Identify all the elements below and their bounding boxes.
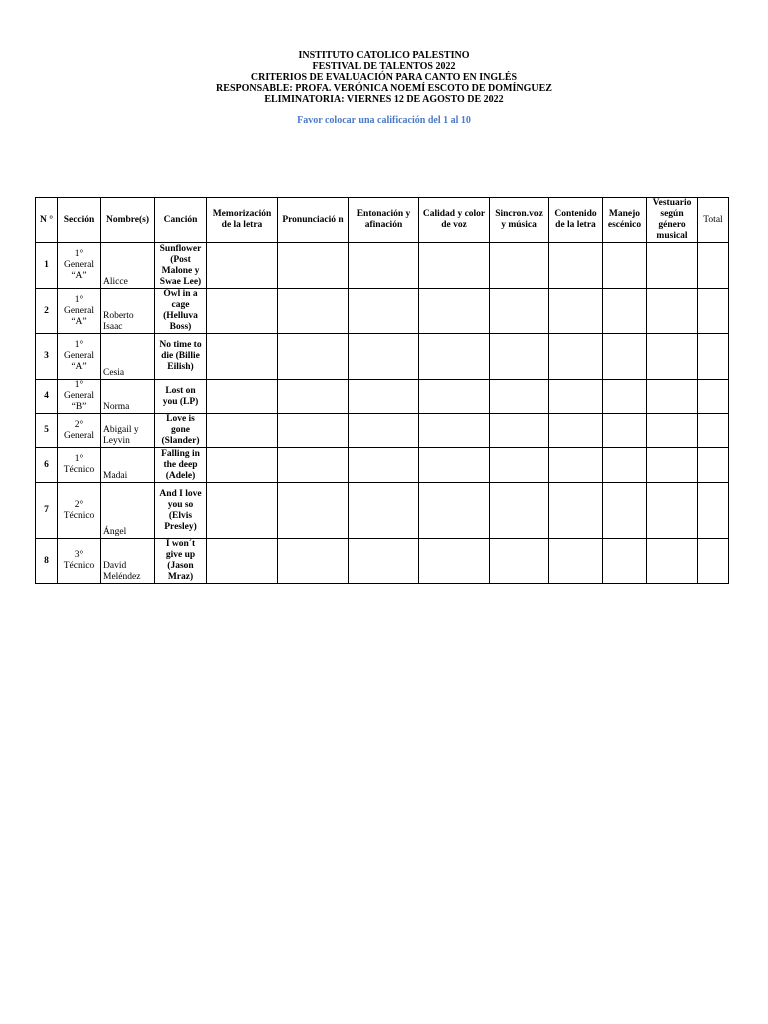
- col-memorization-header: Memorización de la letra: [207, 198, 278, 243]
- score-cell-pronunciation[interactable]: [278, 539, 349, 584]
- score-cell-memorization[interactable]: [207, 380, 278, 414]
- score-cell-voice-quality[interactable]: [419, 380, 490, 414]
- row-number: 6: [36, 448, 58, 483]
- table-row: [36, 483, 729, 539]
- score-cell-costume[interactable]: [647, 380, 698, 414]
- score-cell-memorization[interactable]: [207, 539, 278, 584]
- col-names-header: Nombre(s): [101, 198, 155, 243]
- row-number: 4: [36, 380, 58, 414]
- score-cell-intonation[interactable]: [349, 448, 419, 483]
- row-name: Cesia: [101, 334, 155, 380]
- score-cell-lyrics-content[interactable]: [549, 380, 603, 414]
- row-song: Love is gone (Slander): [155, 414, 207, 448]
- score-cell-memorization[interactable]: [207, 243, 278, 289]
- score-cell-voice-quality[interactable]: [419, 414, 490, 448]
- score-cell-costume[interactable]: [647, 414, 698, 448]
- col-number-header: N °: [36, 198, 58, 243]
- score-cell-intonation[interactable]: [349, 334, 419, 380]
- score-cell-total[interactable]: [698, 334, 729, 380]
- row-name: Abigail y Leyvin: [101, 414, 155, 448]
- table-header-row: [36, 198, 729, 243]
- row-number: 8: [36, 539, 58, 584]
- score-cell-costume[interactable]: [647, 243, 698, 289]
- score-cell-stage-presence[interactable]: [603, 414, 647, 448]
- row-section: 1° General “A”: [58, 289, 101, 334]
- row-name: Ángel: [101, 483, 155, 539]
- score-cell-intonation[interactable]: [349, 539, 419, 584]
- table-row: [36, 448, 729, 483]
- score-cell-stage-presence[interactable]: [603, 243, 647, 289]
- score-cell-lyrics-content[interactable]: [549, 539, 603, 584]
- score-cell-total[interactable]: [698, 380, 729, 414]
- score-cell-sync[interactable]: [490, 243, 549, 289]
- row-number: 5: [36, 414, 58, 448]
- row-song: Falling in the deep (Adele): [155, 448, 207, 483]
- criteria-title: CRITERIOS DE EVALUACIÓN PARA CANTO EN INGLÉS: [250, 72, 518, 83]
- score-cell-stage-presence[interactable]: [603, 334, 647, 380]
- score-cell-stage-presence[interactable]: [603, 448, 647, 483]
- score-cell-sync[interactable]: [490, 483, 549, 539]
- col-stage-presence-header: Manejo escénico: [603, 198, 647, 243]
- score-cell-stage-presence[interactable]: [603, 539, 647, 584]
- score-cell-intonation[interactable]: [349, 380, 419, 414]
- score-cell-costume[interactable]: [647, 289, 698, 334]
- score-cell-total[interactable]: [698, 289, 729, 334]
- row-number: 2: [36, 289, 58, 334]
- score-cell-costume[interactable]: [647, 334, 698, 380]
- score-cell-sync[interactable]: [490, 380, 549, 414]
- col-section-header: Sección: [58, 198, 101, 243]
- col-total-header: Total: [698, 198, 729, 243]
- table-row: [36, 243, 729, 289]
- table-row: [36, 334, 729, 380]
- score-cell-costume[interactable]: [647, 448, 698, 483]
- row-song: And I love you so (Elvis Presley): [155, 483, 207, 539]
- score-cell-intonation[interactable]: [349, 483, 419, 539]
- score-cell-lyrics-content[interactable]: [549, 448, 603, 483]
- evaluation-table: [35, 197, 729, 584]
- score-cell-pronunciation[interactable]: [278, 414, 349, 448]
- score-cell-memorization[interactable]: [207, 448, 278, 483]
- col-song-header: Canción: [155, 198, 207, 243]
- score-cell-intonation[interactable]: [349, 414, 419, 448]
- score-cell-sync[interactable]: [490, 334, 549, 380]
- score-cell-voice-quality[interactable]: [419, 243, 490, 289]
- row-section: 2° Técnico: [58, 483, 101, 539]
- row-number: 3: [36, 334, 58, 380]
- responsible-line: RESPONSABLE: PROFA. VERÓNICA NOEMÍ ESCOTO DE DOMÍNGUEZ: [216, 83, 552, 94]
- score-cell-voice-quality[interactable]: [419, 334, 490, 380]
- score-cell-stage-presence[interactable]: [603, 289, 647, 334]
- score-cell-voice-quality[interactable]: [419, 539, 490, 584]
- row-name: Norma: [101, 380, 155, 414]
- row-song: I won´t give up (Jason Mraz): [155, 539, 207, 584]
- score-cell-sync[interactable]: [490, 414, 549, 448]
- score-cell-pronunciation[interactable]: [278, 289, 349, 334]
- row-section: 1° General “B”: [58, 380, 101, 414]
- score-cell-costume[interactable]: [647, 483, 698, 539]
- score-cell-voice-quality[interactable]: [419, 483, 490, 539]
- col-pronunciation-header: Pronunciació n: [278, 198, 349, 243]
- row-song: Owl in a cage (Helluva Boss): [155, 289, 207, 334]
- row-name: Madai: [101, 448, 155, 483]
- score-cell-voice-quality[interactable]: [419, 289, 490, 334]
- row-song: No time to die (Billie Eilish): [155, 334, 207, 380]
- col-sync-header: Sincron.voz y música: [490, 198, 549, 243]
- score-cell-lyrics-content[interactable]: [549, 414, 603, 448]
- score-cell-pronunciation[interactable]: [278, 483, 349, 539]
- row-name: Alicce: [101, 243, 155, 289]
- row-section: 2° General: [58, 414, 101, 448]
- score-cell-pronunciation[interactable]: [278, 243, 349, 289]
- score-cell-pronunciation[interactable]: [278, 334, 349, 380]
- row-name: David Meléndez: [101, 539, 155, 584]
- row-name: Roberto Isaac: [101, 289, 155, 334]
- score-cell-stage-presence[interactable]: [603, 483, 647, 539]
- score-cell-sync[interactable]: [490, 448, 549, 483]
- score-cell-memorization[interactable]: [207, 334, 278, 380]
- document-header: [0, 50, 768, 105]
- score-cell-memorization[interactable]: [207, 414, 278, 448]
- col-intonation-header: Entonación y afinación: [349, 198, 419, 243]
- score-cell-total[interactable]: [698, 448, 729, 483]
- score-cell-stage-presence[interactable]: [603, 380, 647, 414]
- elimination-date-line: ELIMINATORIA: VIERNES 12 DE AGOSTO DE 2022: [264, 94, 504, 105]
- table-body: [36, 243, 729, 584]
- score-cell-voice-quality[interactable]: [419, 448, 490, 483]
- row-number: 7: [36, 483, 58, 539]
- grading-instruction: Favor colocar una calificación del 1 al 10: [297, 115, 471, 126]
- col-voice-quality-header: Calidad y color de voz: [419, 198, 490, 243]
- score-cell-intonation[interactable]: [349, 289, 419, 334]
- score-cell-lyrics-content[interactable]: [549, 289, 603, 334]
- institution-title: INSTITUTO CATOLICO PALESTINO: [298, 50, 470, 61]
- table-row: [36, 380, 729, 414]
- score-cell-total[interactable]: [698, 539, 729, 584]
- score-cell-lyrics-content[interactable]: [549, 334, 603, 380]
- row-song: Sunflower (Post Malone y Swae Lee): [155, 243, 207, 289]
- score-cell-pronunciation[interactable]: [278, 448, 349, 483]
- col-lyrics-content-header: Contenido de la letra: [549, 198, 603, 243]
- row-number: 1: [36, 243, 58, 289]
- score-cell-pronunciation[interactable]: [278, 380, 349, 414]
- score-cell-total[interactable]: [698, 414, 729, 448]
- table-row: [36, 289, 729, 334]
- score-cell-memorization[interactable]: [207, 289, 278, 334]
- table-row: [36, 539, 729, 584]
- festival-title: FESTIVAL DE TALENTOS 2022: [312, 61, 456, 72]
- score-cell-sync[interactable]: [490, 539, 549, 584]
- score-cell-lyrics-content[interactable]: [549, 243, 603, 289]
- row-song: Lost on you (LP): [155, 380, 207, 414]
- score-cell-total[interactable]: [698, 483, 729, 539]
- row-section: 1° General “A”: [58, 243, 101, 289]
- score-cell-total[interactable]: [698, 243, 729, 289]
- score-cell-costume[interactable]: [647, 539, 698, 584]
- score-cell-lyrics-content[interactable]: [549, 483, 603, 539]
- row-section: 3° Técnico: [58, 539, 101, 584]
- row-section: 1° General “A”: [58, 334, 101, 380]
- score-cell-sync[interactable]: [490, 289, 549, 334]
- row-section: 1° Técnico: [58, 448, 101, 483]
- col-costume-header: Vestuario según género musical: [647, 198, 698, 243]
- score-cell-intonation[interactable]: [349, 243, 419, 289]
- score-cell-memorization[interactable]: [207, 483, 278, 539]
- table-row: [36, 414, 729, 448]
